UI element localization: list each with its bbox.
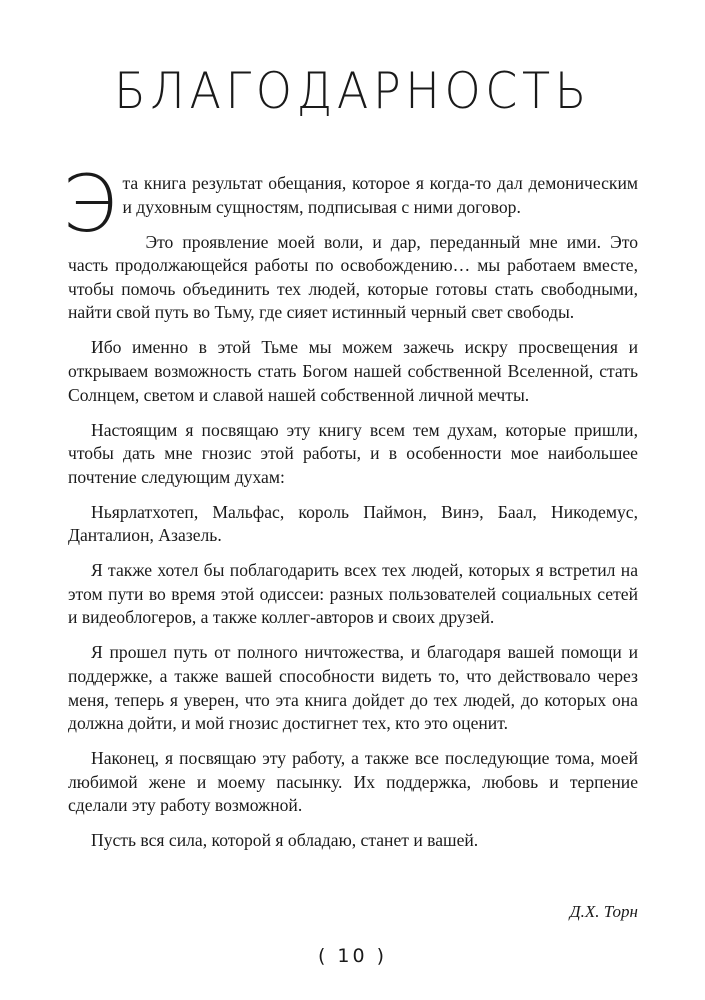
paragraph: Пусть вся сила, которой я обладаю, станет и вашей. — [91, 830, 479, 851]
drop-cap-letter: Э — [62, 160, 117, 250]
paragraph: Это проявление моей воли, и дар, переданный мне ими. Это часть продолжающейся работы по освобождению… мы работаем вместе, чтобы помочь объединить тех людей, которые готовы стать свободными, найти свой путь во Тьму, где сияет истинный черный свет свободы. — [68, 231, 638, 323]
paragraph: Я также хотел бы поблагодарить всех тех людей, которых я встретил на этом пути во время этой одиссеи: разных пользователей социальных сетей и видеоблогеров, а также коллег-авторов и своих друзей. — [68, 560, 638, 628]
paragraph: Настоящим я посвящаю эту книгу всем тем духам, которые пришли, чтобы дать мне гнозис этой работы, и в особенности мое наибольшее почтение следующим духам: — [68, 419, 638, 487]
paragraph: Наконец, я посвящаю эту работу, а также все последующие тома, моей любимой жене и моему пасынку. Их поддержка, любовь и терпение сделали эту работу возможной. — [68, 748, 638, 816]
page-number: ( 10 ) — [317, 945, 388, 967]
paragraph — [62, 160, 638, 250]
body-text — [62, 160, 638, 864]
paragraph: Я прошел путь от полного ничтожества, и благодаря вашей помощи и поддержке, а также вашей способности видеть то, что действовало через меня, теперь я уверен, что эта книга дойдет до тех людей, до которых она должна дойти, и мой гнозис достигнет тех, кто это оценит. — [68, 642, 638, 734]
paragraph: Ньярлатхотеп, Мальфас, король Паймон, Винэ, Баал, Никодемус, Данталион, Азазель. — [68, 501, 638, 546]
author-signature: Д.Х. Торн — [569, 902, 638, 921]
paragraph-text: та книга результат обещания, которое я когда-то дал демоническим и духовным сущностям, подписывая с ними договор. — [122, 173, 638, 217]
paragraph: Ибо именно в этой Тьме мы можем зажечь искру просвещения и открываем возможность стать Богом нашей собственной Вселенной, стать Солнцем, светом и славой нашей собственной личной мечты. — [68, 337, 638, 405]
page-title: БЛАГОДАРНОСТЬ — [114, 62, 591, 120]
